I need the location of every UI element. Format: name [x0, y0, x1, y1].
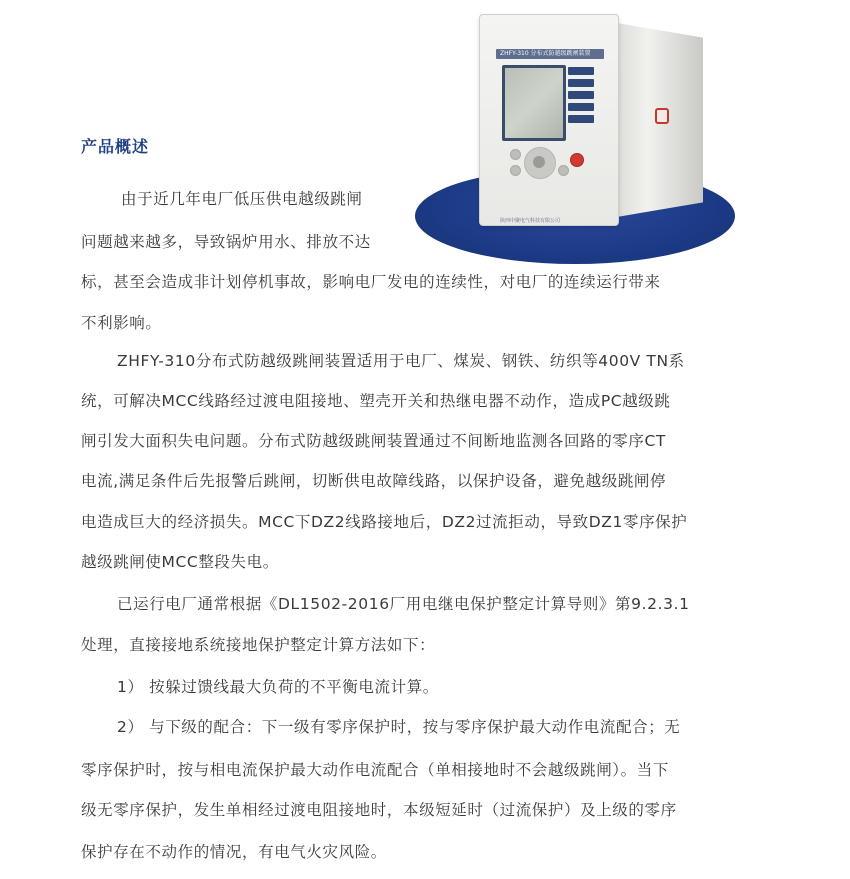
- device-panel-title: [496, 49, 604, 59]
- paragraph-line: 保护存在不动作的情况，有电气火灾风险。: [81, 843, 387, 861]
- paragraph-line: 闸引发大面积失电问题。分布式防越级跳闸装置通过不间断地监测各回路的零序CT: [81, 432, 666, 450]
- device-key: [568, 79, 594, 87]
- paragraph-line: 已运行电厂通常根据《DL1502-2016厂用电继电保护整定计算导则》第9.2.3.1: [117, 595, 690, 613]
- device-side-panel: [611, 22, 703, 218]
- device-key: [568, 115, 594, 123]
- paragraph-line: 标，甚至会造成非计划停机事故，影响电厂发电的连续性，对电厂的连续运行带来: [81, 273, 661, 291]
- product-image: [415, 8, 735, 264]
- paragraph-line: 统，可解决MCC线路经过渡电阻接地、塑壳开关和热继电器不动作，造成PC越级跳: [81, 392, 671, 410]
- device-key: [568, 91, 594, 99]
- device-panel-title-text: ZHFY-310 分布式防越级跳闸装置: [500, 50, 591, 57]
- paragraph-line: ZHFY-310分布式防越级跳闸装置适用于电厂、煤炭、钢铁、纺织等400V TN系: [117, 352, 685, 370]
- paragraph-line: 电造成巨大的经济损失。MCC下DZ2线路接地后，DZ2过流拒动，导致DZ1零序保护: [81, 513, 688, 531]
- device-badge-icon: [655, 108, 669, 124]
- paragraph-line: 零序保护时，按与相电流保护最大动作电流配合（单相接地时不会越级跳闸）。当下: [81, 761, 669, 779]
- paragraph-line: 电流,满足条件后先报警后跳闸，切断供电故障线路，以保护设备，避免越级跳闸停: [81, 472, 667, 490]
- device-lcd-screen: [502, 65, 566, 141]
- device-key-column: [568, 67, 594, 127]
- device-reset-button: [570, 153, 584, 167]
- device-nav-pad-center: [533, 156, 545, 168]
- device-key: [568, 103, 594, 111]
- paragraph-line: 处理，直接接地系统接地保护整定计算方法如下：: [81, 636, 436, 654]
- paragraph-line: 问题越来越多，导致锅炉用水、排放不达: [81, 233, 371, 251]
- device-button: [558, 165, 569, 176]
- paragraph-line: 级无零序保护，发生单相经过渡电阻接地时，本级短延时（过流保护）及上级的零序: [81, 801, 677, 819]
- device-button: [510, 149, 521, 160]
- section-heading: 产品概述: [81, 137, 150, 156]
- device-footer-text: 陕西中聚电气科技有限公司: [500, 218, 561, 224]
- device-key: [568, 67, 594, 75]
- paragraph-line: 由于近几年电厂低压供电越级跳闸: [121, 190, 363, 208]
- device-footer: [500, 207, 596, 224]
- paragraph-line: 越级跳闸使MCC整段失电。: [81, 553, 279, 571]
- paragraph-line: 2） 与下级的配合：下一级有零序保护时，按与零序保护最大动作电流配合；无: [117, 718, 681, 736]
- paragraph-line: 1） 按躲过馈线最大负荷的不平衡电流计算。: [117, 678, 439, 696]
- paragraph-line: 不利影响。: [81, 314, 162, 332]
- device-button: [510, 165, 521, 176]
- device-front-panel: [479, 14, 619, 226]
